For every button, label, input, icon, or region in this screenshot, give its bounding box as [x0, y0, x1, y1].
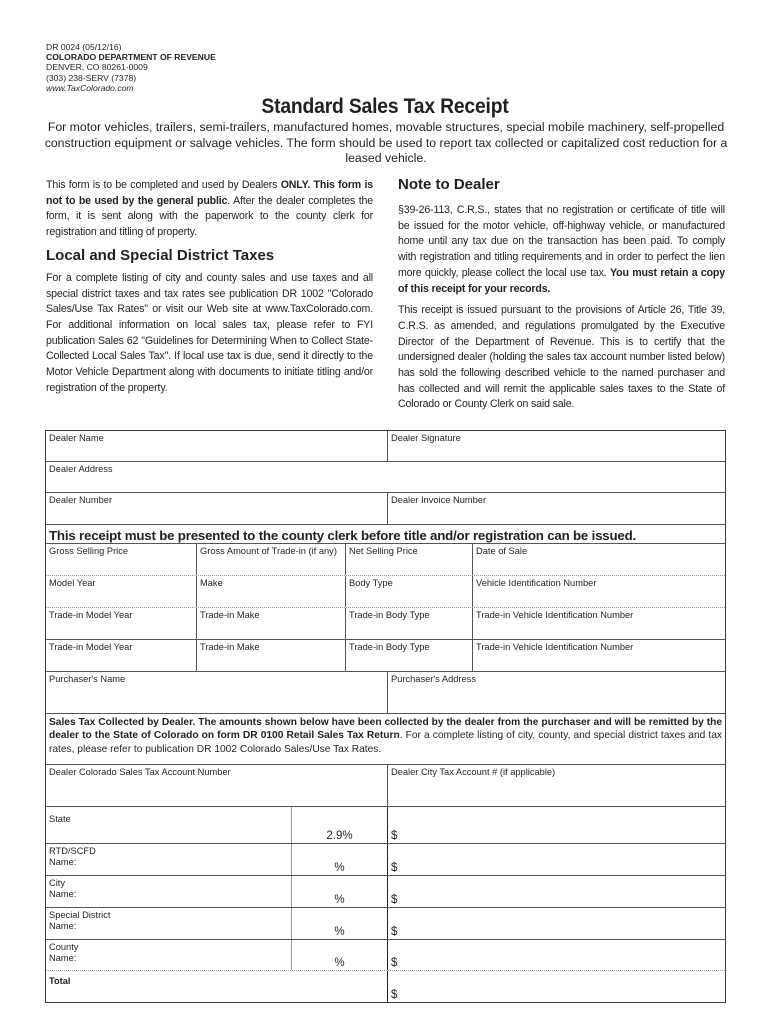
- dealer-number-row: [46, 493, 725, 524]
- gross-trade-in-field[interactable]: [197, 544, 346, 575]
- department-name: COLORADO DEPARTMENT OF REVENUE: [46, 52, 216, 63]
- trade-in-model-year-label: Trade-in Model Year: [49, 642, 133, 652]
- dealer-number-label: Dealer Number: [49, 495, 113, 505]
- trade-in-body-type-field-2[interactable]: [346, 640, 473, 671]
- state-rate: 2.9%: [326, 830, 353, 842]
- page-title: Standard Sales Tax Receipt: [261, 95, 509, 118]
- local-taxes-paragraph: For a complete listing of city and county sales and use taxes and all special district taxes and tax rates see publication DR 1002 "Colorado Sales/Use Tax Rates" or visit our Web site at www.TaxColorado.com. For additional information on local sales tax, please refer to FYI publication Sales 62 "Guidelines for Determining When to Collect State-Collected Local Sales Tax". If local use tax is due, send it directly to the Motor Vehicle Department along with documents to initiate titling and/or registration of the property.: [46, 271, 373, 394]
- trade-in-vin-field-2[interactable]: [473, 640, 725, 671]
- trade-in-model-year-field-2[interactable]: [46, 640, 197, 671]
- county-rate: %: [334, 957, 345, 969]
- trade-in-make-field-1[interactable]: [197, 608, 346, 639]
- rtd-tax-label-cell[interactable]: [46, 844, 292, 875]
- agency-header: [46, 42, 216, 93]
- city-rate: %: [334, 894, 345, 906]
- special-district-label: Special District: [49, 910, 111, 920]
- tax-row-special-district: [46, 908, 725, 940]
- city-label: City: [49, 878, 66, 888]
- dollar-sign: $: [391, 957, 398, 969]
- trade-in-body-type-label: Trade-in Body Type: [349, 610, 430, 620]
- dealer-city-account-field[interactable]: [388, 765, 725, 806]
- special-district-rate: %: [334, 926, 345, 938]
- county-label: County: [49, 942, 79, 952]
- trade-in-make-label: Trade-in Make: [200, 610, 260, 620]
- vehicle-row: [46, 576, 725, 608]
- dealer-city-account-label: Dealer City Tax Account # (if applicable): [391, 767, 556, 777]
- note-to-dealer-heading: Note to Dealer: [398, 176, 500, 193]
- dollar-sign: $: [391, 862, 398, 874]
- special-district-amount-field[interactable]: [388, 908, 725, 939]
- make-field[interactable]: [197, 576, 346, 607]
- state-tax-label-cell: [46, 807, 292, 843]
- page-subtitle: For motor vehicles, trailers, semi-trailers, manufactured homes, movable structures, special mobile machinery, self-propelled construction equipment or salvage vehicles. The form should be used to report tax collected or capitalized cost reduction for a leased vehicle.: [44, 120, 728, 166]
- state-amount-field[interactable]: [388, 807, 725, 843]
- gross-selling-price-field[interactable]: [46, 544, 197, 575]
- department-website: www.TaxColorado.com: [46, 82, 134, 93]
- purchaser-name-label: Purchaser's Name: [49, 674, 126, 684]
- date-of-sale-label: Date of Sale: [476, 546, 528, 556]
- purchaser-name-field[interactable]: [46, 672, 388, 713]
- dollar-sign: $: [391, 894, 398, 906]
- total-label-cell: [46, 971, 388, 1002]
- rtd-amount-field[interactable]: [388, 844, 725, 875]
- rtd-label: RTD/SCFD: [49, 846, 96, 856]
- intro-paragraph: [46, 178, 373, 241]
- rtd-rate: %: [334, 862, 345, 874]
- department-city: DENVER, CO 80261-0009: [46, 62, 148, 73]
- receipt-certification-paragraph: This receipt is issued pursuant to the provisions of Article 26, Title 39, C.R.S. as amended, and regulations promulgated by the Executive Director of the Department of Revenue. This is to certify that the undersigned dealer (holding the sales tax account number listed below) has sold the following described vehicle to the named purchaser and has collected and will remit the applicable sales taxes to the State of Colorado or County Clerk on said sale.: [398, 304, 725, 411]
- gross-trade-in-label: Gross Amount of Trade-in (if any): [200, 546, 337, 556]
- special-district-rate-field[interactable]: [292, 908, 388, 939]
- local-taxes-heading: Local and Special District Taxes: [46, 246, 275, 264]
- dealer-signature-field[interactable]: [388, 431, 725, 461]
- dealer-address-field[interactable]: [46, 462, 725, 492]
- dealer-name-row: [46, 431, 725, 462]
- note-to-dealer-paragraph: [398, 203, 725, 297]
- dealer-invoice-number-label: Dealer Invoice Number: [391, 495, 487, 505]
- sale-row: [46, 544, 725, 576]
- dealer-name-label: Dealer Name: [49, 433, 104, 443]
- dealer-co-account-label: Dealer Colorado Sales Tax Account Number: [49, 767, 231, 777]
- dealer-number-field[interactable]: [46, 493, 388, 524]
- vin-label: Vehicle Identification Number: [476, 578, 597, 588]
- department-phone: (303) 238-SERV (7378): [46, 72, 137, 83]
- total-label: Total: [49, 976, 71, 986]
- dealer-invoice-number-field[interactable]: [388, 493, 725, 524]
- vin-field[interactable]: [473, 576, 725, 607]
- dealer-account-row: [46, 765, 725, 807]
- trade-in-make-field-2[interactable]: [197, 640, 346, 671]
- right-column: [398, 176, 725, 419]
- purchaser-address-field[interactable]: [388, 672, 725, 713]
- body-type-label: Body Type: [349, 578, 393, 588]
- sales-tax-notice-text: . For a complete listing of city, county, and special district taxes and tax rates, please refer to publication DR 1002 Colorado Sales/Use Tax Rates.: [49, 730, 722, 755]
- state-rate-field[interactable]: [292, 807, 388, 843]
- model-year-field[interactable]: [46, 576, 197, 607]
- dealer-name-field[interactable]: [46, 431, 388, 461]
- city-tax-label-cell[interactable]: [46, 876, 292, 907]
- county-amount-field[interactable]: [388, 940, 725, 970]
- sales-tax-notice: [46, 714, 725, 765]
- body-type-field[interactable]: [346, 576, 473, 607]
- dollar-sign: $: [391, 830, 398, 842]
- tax-row-rtd: [46, 844, 725, 876]
- trade-in-body-type-label: Trade-in Body Type: [349, 642, 430, 652]
- trade-in-vin-label: Trade-in Vehicle Identification Number: [476, 642, 634, 652]
- trade-in-make-label: Trade-in Make: [200, 642, 260, 652]
- trade-in-vin-field-1[interactable]: [473, 608, 725, 639]
- form-id: DR 0024 (05/12/16): [46, 42, 122, 52]
- trade-in-model-year-label: Trade-in Model Year: [49, 610, 133, 620]
- trade-in-row-2: [46, 640, 725, 672]
- receipt-form: [45, 430, 726, 1003]
- gross-selling-price-label: Gross Selling Price: [49, 546, 129, 556]
- net-selling-price-field[interactable]: [346, 544, 473, 575]
- note-bold-text: You must retain a copy of this receipt for your records.: [398, 266, 725, 295]
- city-amount-field[interactable]: [388, 876, 725, 907]
- state-label: State: [49, 814, 71, 824]
- dollar-sign: $: [391, 926, 398, 938]
- city-name-label: Name:: [49, 889, 77, 899]
- dollar-sign: $: [391, 989, 398, 1001]
- county-name-label: Name:: [49, 953, 77, 963]
- intro-suffix-text: . After the dealer completes the form, it is sent along with the paperwork to the county clerk for registration and titling of property.: [46, 194, 373, 239]
- sales-tax-notice-bold: Sales Tax Collected by Dealer. The amounts shown below have been collected by the dealer from the purchaser and will be remitted by the dealer to the State of Colorado on form DR 0100 Retail Sales Tax Return: [49, 717, 722, 742]
- rtd-name-label: Name:: [49, 857, 77, 867]
- intro-text: This form is to be completed and used by Dealers: [46, 179, 281, 191]
- total-row: [46, 971, 725, 1002]
- special-district-tax-label-cell[interactable]: [46, 908, 292, 939]
- purchaser-row: [46, 672, 725, 714]
- dealer-co-account-field[interactable]: [46, 765, 388, 806]
- purchaser-address-label: Purchaser's Address: [391, 674, 476, 684]
- county-rate-field[interactable]: [292, 940, 388, 970]
- dealer-signature-label: Dealer Signature: [391, 433, 461, 443]
- model-year-label: Model Year: [49, 578, 96, 588]
- tax-row-county: [46, 940, 725, 971]
- intro-bold-text: ONLY. This form is not to be used by the general public: [46, 179, 373, 207]
- tax-row-state: [46, 807, 725, 844]
- date-of-sale-field[interactable]: [473, 544, 725, 575]
- county-clerk-banner: This receipt must be presented to the county clerk before title and/or registration can be issued.: [46, 524, 725, 544]
- total-amount-field[interactable]: [388, 971, 725, 1002]
- trade-in-body-type-field-1[interactable]: [346, 608, 473, 639]
- special-district-name-label: Name:: [49, 921, 77, 931]
- note-text: §39-26-113, C.R.S., states that no registration or certificate of title will be issued for the motor vehicle, off-highway vehicle, or manufactured home until any tax due on the transaction has been paid. To comply with registration and titling requirements and in order to perfect the lien more quickly, please collect the local use tax.: [398, 204, 725, 279]
- rtd-rate-field[interactable]: [292, 844, 388, 875]
- tax-row-city: [46, 876, 725, 908]
- left-column: [46, 178, 373, 402]
- dealer-address-label: Dealer Address: [49, 464, 113, 474]
- net-selling-price-label: Net Selling Price: [349, 546, 418, 556]
- city-rate-field[interactable]: [292, 876, 388, 907]
- county-tax-label-cell[interactable]: [46, 940, 292, 970]
- trade-in-row-1: [46, 608, 725, 640]
- trade-in-model-year-field-1[interactable]: [46, 608, 197, 639]
- trade-in-vin-label: Trade-in Vehicle Identification Number: [476, 610, 634, 620]
- make-label: Make: [200, 578, 223, 588]
- dealer-address-row: [46, 462, 725, 493]
